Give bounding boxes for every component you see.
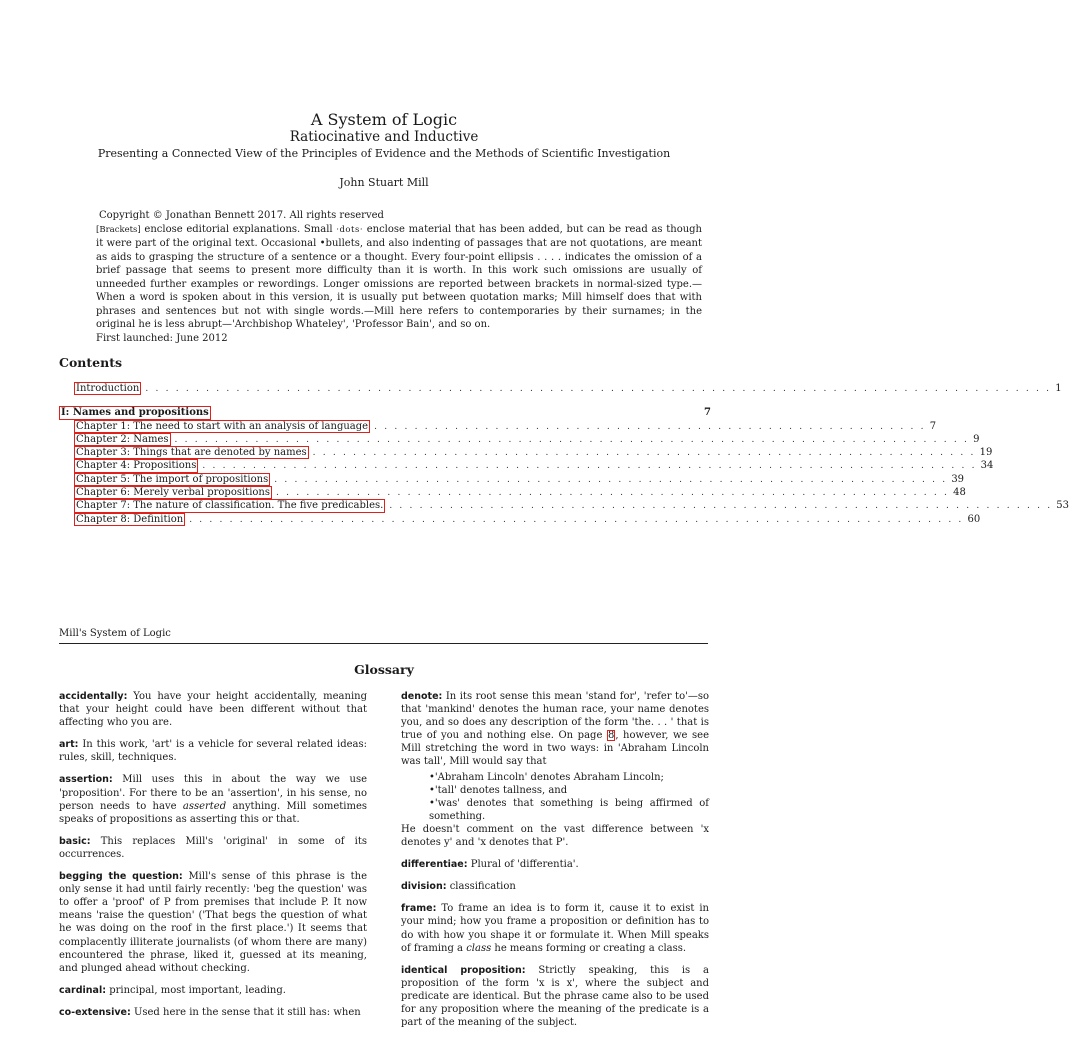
toc-page-number: 7: [704, 407, 711, 419]
dot-leader: . . . . . . . . . . . . . . . . . . . . . . . . . . . . . . . . . . . . . . . . . . . . . . . . . . . . . . . . . . . . . . . . . .: [312, 448, 976, 459]
toc-chapter-row: [59, 473, 965, 486]
glossary-definition: To frame an idea is to form it, cause it to exist in your mind; how you frame a proposition or definition has to do with how you shape it or formulate it. When Mill speaks of framing a: [401, 903, 709, 954]
glossary-definition: Mill uses this in about the way we use 'proposition'. For there to be an 'assertion', in his sense, no person needs to have: [59, 774, 367, 812]
dot-leader: . . . . . . . . . . . . . . . . . . . . . . . . . . . . . . . . . . . . . . . . . . . . . . . . . . . . . . . . . . . . . . . . . . . . . . . . . . . . .: [202, 461, 977, 472]
document-subsubtitle: Presenting a Connected View of the Principles of Evidence and the Methods of Scientific Investigation: [97, 147, 671, 160]
toc-link-chapter-1[interactable]: Chapter 1: The need to start with an analysis of language: [76, 420, 369, 432]
toc-part-row: [59, 406, 711, 419]
dot-leader: . . . . . . . . . . . . . . . . . . . . . . . . . . . . . . . . . . . . . . . . . . . . . . . . . . . . . . .: [374, 421, 926, 432]
contents-heading: Contents: [59, 355, 123, 370]
glossary-term: co-extensive:: [59, 1006, 131, 1018]
glossary-entry: [401, 880, 709, 893]
glossary-term: cardinal:: [59, 984, 107, 996]
dot-leader: . . . . . . . . . . . . . . . . . . . . . . . . . . . . . . . . . . . . . . . . . . . . . . . . . . . . . . . . . . . . . . . . . . . . . . . . . . . . . . .: [174, 434, 970, 445]
glossary-right-column: [401, 690, 709, 1038]
glossary-term: basic:: [59, 835, 91, 847]
toc-link-chapter-5[interactable]: Chapter 5: The import of propositions: [76, 473, 269, 485]
glossary-definition: anything. Mill sometimes speaks of propositions as asserting this or that.: [59, 800, 367, 825]
toc-link-chapter-6[interactable]: Chapter 6: Merely verbal propositions: [76, 487, 270, 499]
toc-chapter-row: [59, 459, 994, 472]
glossary-definition: Strictly speaking, this is a proposition of the form 'x is x', where the subject and predicate are identical. But the phrase came also to be used for any proposition where the meaning of the predicate is a part of the meaning of the subject.: [401, 964, 709, 1029]
glossary-definition: Mill's sense of this phrase is the only sense it had until fairly recently: 'beg the question' was to offer a 'proof' of P from premises that include P. It now means 'raise the question' ('That begs the question of what he was doing on the roof in the first place.') It seems that complacently illiterate journalists (of whom there are many) encountered the phrase, liked it, guessed at its meaning, and plunged ahead without checking.: [59, 871, 367, 974]
glossary-definition: This replaces Mill's 'original' in some of its occurrences.: [59, 835, 367, 860]
copyright-line: Copyright © Jonathan Bennett 2017. All rights reserved: [99, 210, 384, 221]
glossary-term: division:: [401, 881, 447, 893]
glossary-emphasis: asserted: [182, 800, 227, 812]
bullet-item: • 'tall' denotes tallness, and: [429, 784, 709, 797]
brackets-text: enclose editorial explanations. Small: [140, 223, 337, 235]
glossary-term: accidentally:: [59, 691, 128, 702]
glossary-definition: principal, most important, leading.: [106, 984, 286, 996]
toc-page-number: 34: [980, 460, 994, 472]
toc-link-chapter-4[interactable]: Chapter 4: Propositions: [76, 460, 197, 472]
title-block: [0, 110, 768, 190]
toc-page-number: 7: [929, 420, 937, 432]
glossary-left-column: [59, 690, 367, 1028]
toc-link-chapter-7[interactable]: Chapter 7: The nature of classification. The five predicables.: [76, 500, 384, 512]
glossary-term: art:: [59, 739, 79, 751]
glossary-definition: classification: [446, 881, 516, 893]
glossary-entry: [59, 1006, 367, 1019]
toc-page-number: 48: [953, 487, 966, 499]
glossary-term: begging the question:: [59, 871, 183, 883]
glossary-entry: [401, 964, 709, 1029]
toc-chapter-row: [59, 513, 981, 526]
toc-chapter-row: [59, 446, 993, 459]
glossary-term: frame:: [401, 903, 437, 915]
glossary-title: Glossary: [354, 662, 414, 677]
toc-page-number: 19: [979, 447, 993, 459]
dot-leader: . . . . . . . . . . . . . . . . . . . . . . . . . . . . . . . . . . . . . . . . . . . . . . . . . . . . . . . . . . . . . . . . . . .: [276, 488, 950, 499]
toc-chapter-row: [59, 433, 980, 446]
glossary-definition: , however, we see Mill stretching the word in two ways: in 'Abraham Lincoln was tall', Mill would say that: [401, 730, 709, 768]
glossary-entry: [59, 690, 367, 729]
toc-intro-row: [59, 382, 1062, 395]
page-reference-link[interactable]: 8: [607, 730, 615, 742]
bullet-list: [429, 771, 709, 823]
toc-page-number: 53: [1056, 500, 1069, 512]
glossary-term: denote:: [401, 691, 443, 702]
glossary-entry: [59, 738, 367, 764]
dot-leader: . . . . . . . . . . . . . . . . . . . . . . . . . . . . . . . . . . . . . . . . . . . . . . . . . . . . . . . . . . . . . . . . . . . . . . . . . . . . . . . . . . . . . . . . . .: [145, 384, 1052, 394]
notice-text: enclose material that has been added, but can be read as though it were part of the original text. Occasional •bullets, and also indenting of passages that are not quotations, are meant as aids to grasping the structure of a sentence or a thought. Every four-point ellipsis . . . . indicates the omission of a brief passage that seems to present more difficulty than it is worth. In this work such omissions are usually of unneeded further examples or rewordings. Longer omissions are reported between brackets in normal-sized type.—When a word is spoken about in this version, it is usually put between quotation marks; Mill himself does that with phrases and sentences but not with single words.—Mill here refers to contemporaries by their surnames; in the original he is less abrupt—'Archbishop Whateley', 'Professor Bain', and so on.: [96, 223, 702, 330]
table-of-contents: [59, 382, 1069, 526]
glossary-definition: he means forming or creating a class.: [491, 942, 687, 954]
running-head: Mill's System of Logic: [59, 627, 708, 644]
toc-link-chapter-2[interactable]: Chapter 2: Names: [76, 433, 169, 445]
bullet-item: • 'Abraham Lincoln' denotes Abraham Lincoln;: [429, 771, 709, 784]
toc-chapter-row: [59, 486, 966, 499]
glossary-definition: Used here in the sense that it still has: when: [130, 1006, 361, 1018]
toc-link-chapter-3[interactable]: Chapter 3: Things that are denoted by names: [76, 447, 307, 459]
author-name: John Stuart Mill: [339, 176, 429, 189]
glossary-definition: You have your height accidentally, meaning that your height could have been different without that affecting who you are.: [59, 691, 367, 729]
editorial-notice: [96, 223, 702, 332]
glossary-term: assertion:: [59, 774, 113, 786]
glossary-definition: In this work, 'art' is a vehicle for several related ideas: rules, skill, techniques.: [59, 739, 367, 764]
front-matter: [96, 209, 702, 345]
glossary-entry: [401, 690, 709, 769]
glossary-entry: [401, 902, 709, 954]
toc-link-part-1[interactable]: I: Names and propositions: [61, 407, 209, 419]
toc-link-chapter-8[interactable]: Chapter 8: Definition: [76, 513, 184, 525]
glossary-definition: In its root sense this mean 'stand for', 'refer to'—so that 'mankind' denotes the human race, your name denotes you, and so does any description of the form 'the. . . ' that is true of you and nothing else. On page: [401, 691, 709, 742]
toc-page-number: 60: [967, 513, 981, 525]
toc-page-number: 9: [973, 433, 980, 445]
glossary-entry: [401, 858, 709, 871]
glossary-entry: [59, 870, 367, 975]
toc-page-number: 1: [1055, 383, 1062, 394]
bullet-item: • 'was' denotes that something is being affirmed of something.: [429, 797, 709, 823]
dot-leader: . . . . . . . . . . . . . . . . . . . . . . . . . . . . . . . . . . . . . . . . . . . . . . . . . . . . . . . . . . . . . . . . . . .: [274, 474, 948, 485]
dot-leader: . . . . . . . . . . . . . . . . . . . . . . . . . . . . . . . . . . . . . . . . . . . . . . . . . . . . . . . . . . . . . . . . . .: [389, 501, 1053, 512]
glossary-entry: [59, 835, 367, 861]
dots-label: ·dots·: [336, 224, 364, 235]
glossary-entry: [59, 984, 367, 997]
glossary-definition: Plural of 'differentia'.: [467, 859, 579, 871]
glossary-continuation: He doesn't comment on the vast difference between 'x denotes y' and 'x denotes that P'.: [401, 823, 709, 849]
toc-page-number: 39: [951, 473, 965, 485]
glossary-term: differentiae:: [401, 859, 468, 871]
first-launched: First launched: June 2012: [96, 332, 228, 344]
toc-chapter-row: [59, 499, 1069, 512]
glossary-emphasis: class: [466, 942, 492, 954]
brackets-label: [Brackets]: [96, 224, 141, 235]
glossary-entry: [59, 773, 367, 825]
document-subtitle: Ratiocinative and Inductive: [289, 129, 479, 145]
glossary-term: identical proposition:: [401, 964, 526, 976]
toc-link-introduction[interactable]: Introduction: [76, 383, 140, 394]
document-title: A System of Logic: [310, 110, 458, 129]
toc-chapter-row: [59, 420, 937, 433]
dot-leader: . . . . . . . . . . . . . . . . . . . . . . . . . . . . . . . . . . . . . . . . . . . . . . . . . . . . . . . . . . . . . . . . . . . . . . . . . . . . .: [189, 514, 964, 525]
